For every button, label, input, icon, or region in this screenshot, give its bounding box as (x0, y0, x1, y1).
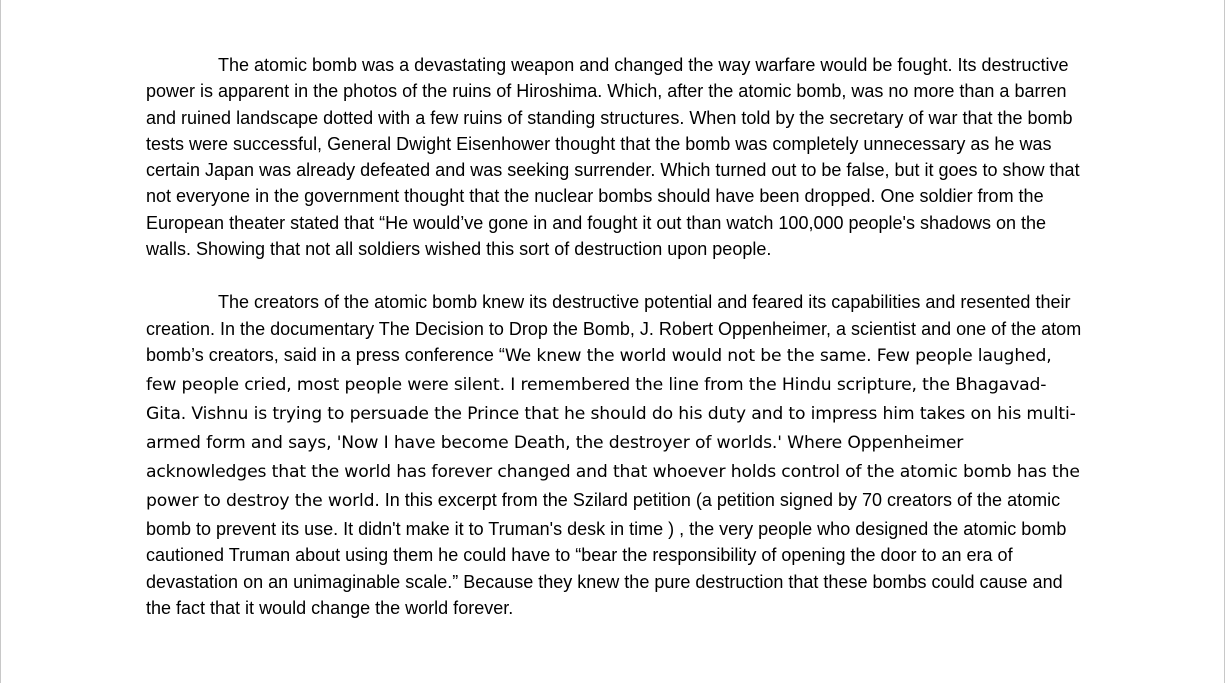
paragraph-1-text: The atomic bomb was a devastating weapon and changed the way warfare would be fought. Its destructive power is apparent in the photos of the ruins of Hiroshima. Which, after the atomic bomb, was no more than a barren and ruined landscape dotted with a few ruins of standing structures. When told by the secretary of war that the bomb tests were successful, General Dwight Eisenhower thought that the bomb was completely unnecessary as he was certain Japan was already defeated and was seeking surrender. Which turned out to be false, but it goes to show that not everyone in the government thought that the nuclear bombs should have been dropped. One soldier from the European theater stated that “He would’ve gone in and fought it out than watch 100,000 people's shadows on the walls. Showing that not all soldiers wished this sort of destruction upon people. (146, 55, 1080, 260)
paragraph-2-conclusion: In this excerpt from the Szilard petition (a petition signed by 70 creators of the atomic bomb to prevent its use. It didn't make it to Truman's desk in time ) , the very people who designed the atomic bomb cautioned Truman about using them he could have to “bear the responsibility of opening the door to an era of devastation on an unimaginable scale.” Because they knew the pure destruction that these bombs could cause and the fact that it would change the world forever. (146, 489, 1067, 618)
paragraph-1[interactable] (146, 52, 1086, 262)
paragraph-2[interactable] (146, 289, 1086, 621)
paragraph-2-intro: The creators of the atomic bomb knew its destructive potential and feared its capabilities and resented their creation. In the documentary The Decision to Drop the Bomb, J. Robert Oppenheimer, a scientist and one of the atom bomb’s creators, said in a press conference “ (146, 292, 1082, 365)
oppenheimer-quote: We knew the world would not be the same. Few people laughed, few people cried, most people were silent. I remembered the line from the Hindu scripture, the Bhagavad-Gita. Vishnu is trying to persuade the Prince that he should do his duty and to impress him takes on his multi-armed form and says, 'Now I have become Death, the destroyer of worlds.' Where Oppenheimer acknowledges that the world has forever changed and that whoever holds control of the atomic bomb has the power to destroy the world. (146, 345, 1080, 511)
document-body[interactable] (146, 52, 1086, 621)
